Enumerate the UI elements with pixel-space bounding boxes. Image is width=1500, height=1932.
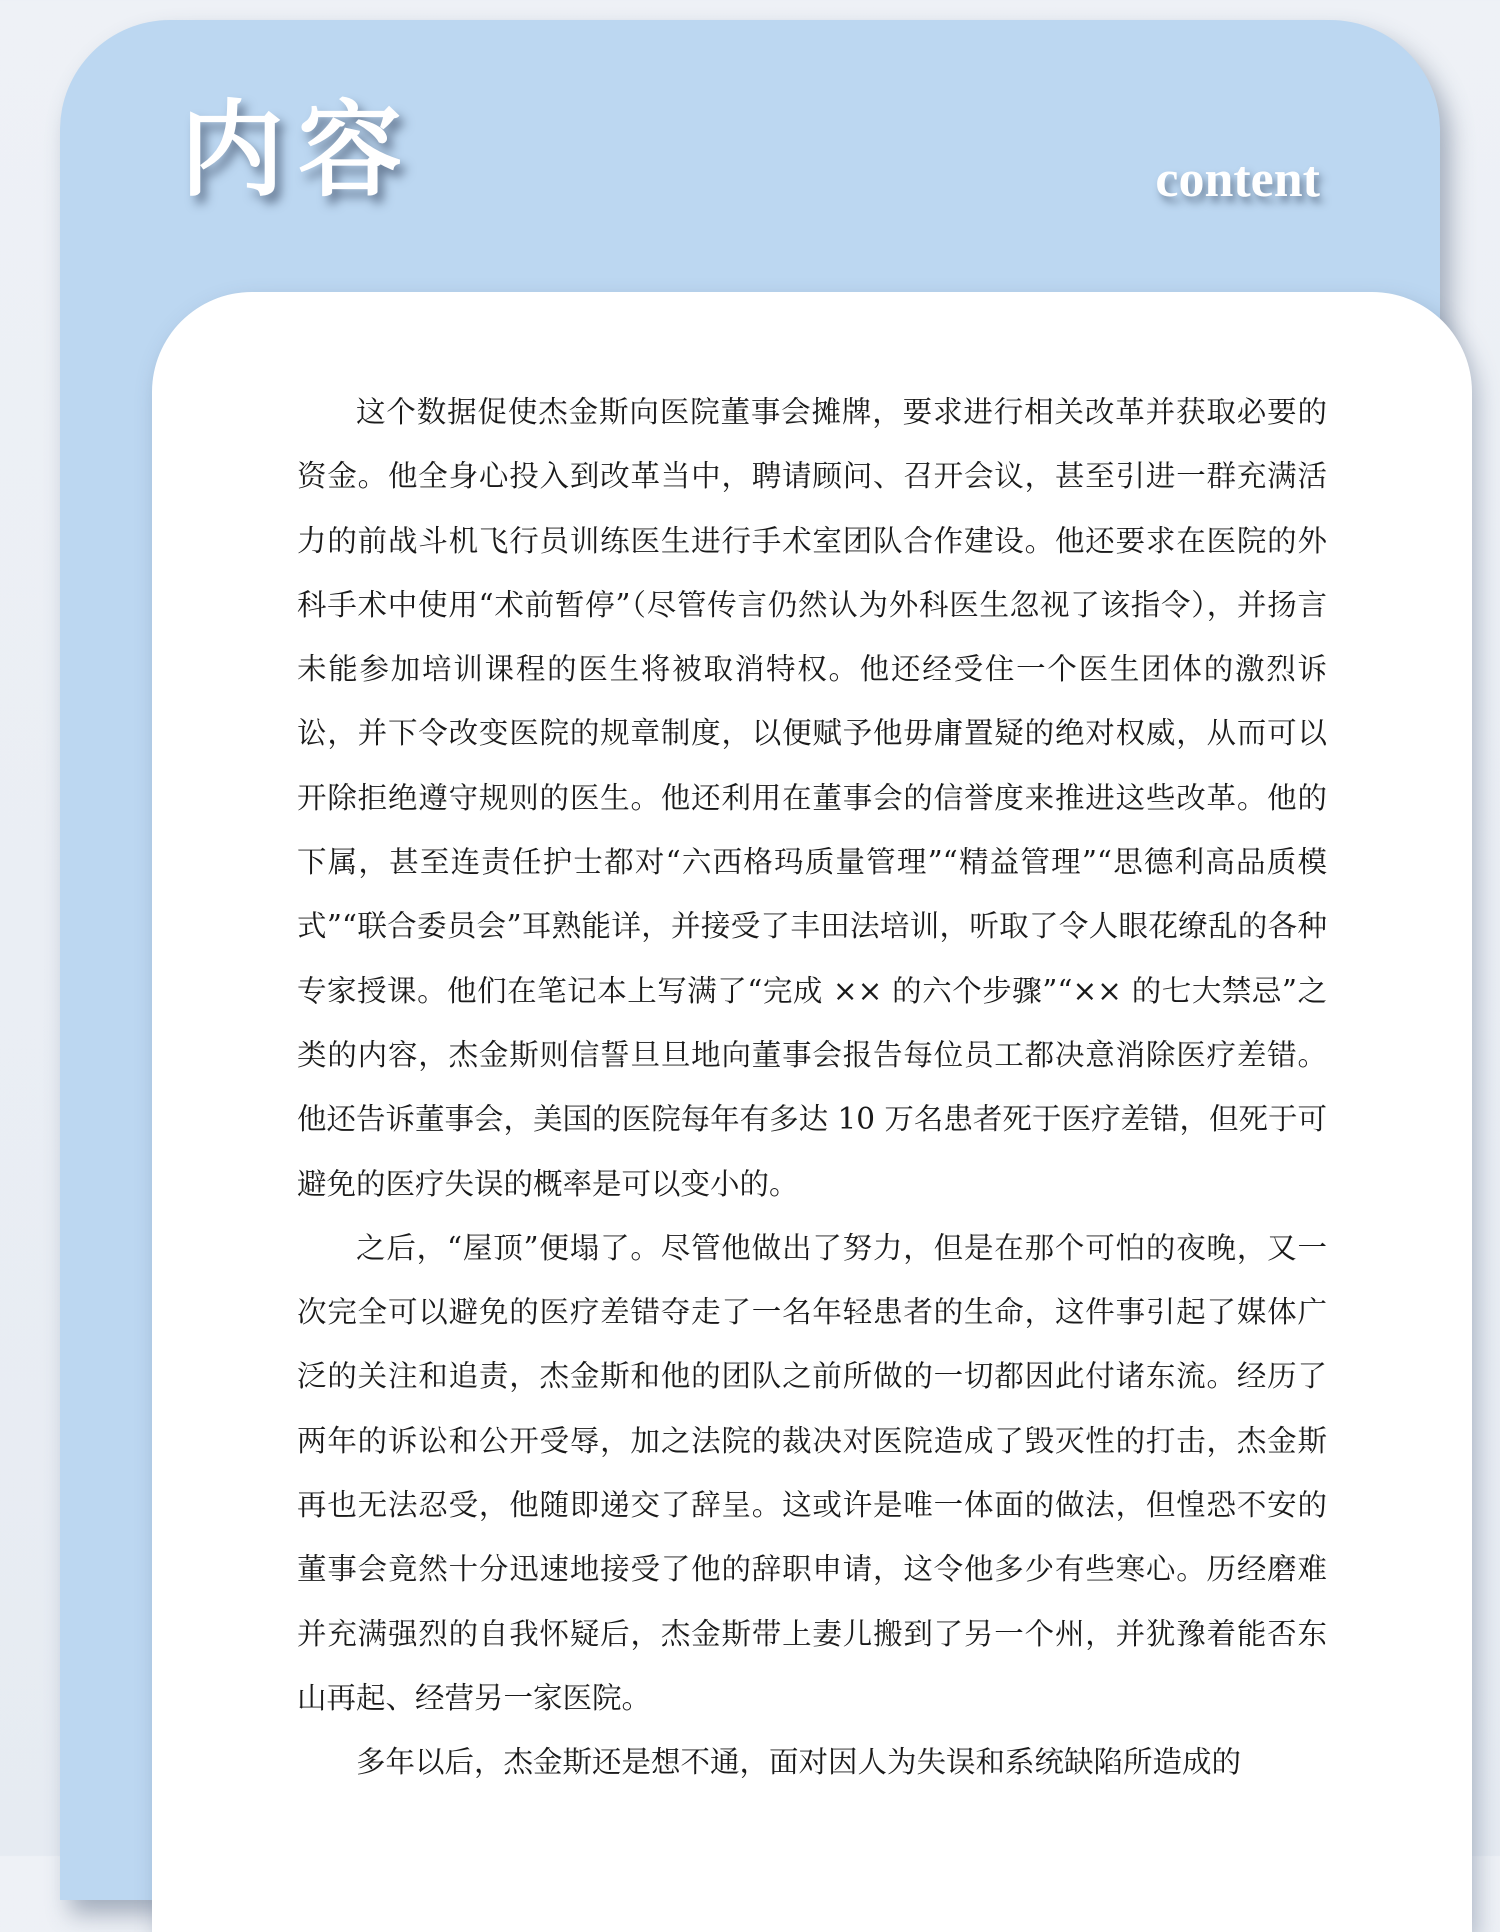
page-subtitle: content [1155,151,1320,208]
page-title: 内容 [180,88,417,211]
paragraph: 这个数据促使杰金斯向医院董事会摊牌，要求进行相关改革并获取必要的资金。他全身心投入到改革当中，聘请顾问、召开会议，甚至引进一群充满活力的前战斗机飞行员训练医生进行手术室团队合作建设。他还要求在医院的外科手术中使用“术前暂停”（尽管传言仍然认为外科医生忽视了该指令），并扬言未能参加培训课程的医生将被取消特权。他还经受住一个医生团体的激烈诉讼，并下令改变医院的规章制度，以便赋予他毋庸置疑的绝对权威，从而可以开除拒绝遵守规则的医生。他还利用在董事会的信誉度来推进这些改革。他的下属，甚至连责任护士都对“六西格玛质量管理”“精益管理”“思德利高品质模式”“联合委员会”耳熟能详，并接受了丰田法培训，听取了令人眼花缭乱的各种专家授课。他们在笔记本上写满了“完成 ×× 的六个步骤”“×× 的七大禁忌”之类的内容，杰金斯则信誓旦旦地向董事会报告每位员工都决意消除医疗差错。他还告诉董事会，美国的医院每年有多达 10 万名患者死于医疗差错，但死于可避免的医疗失误的概率是可以变小的。 [297,395,1327,1201]
paragraph: 之后，“屋顶”便塌了。尽管他做出了努力，但是在那个可怕的夜晚，又一次完全可以避免的医疗差错夺走了一名年轻患者的生命，这件事引起了媒体广泛的关注和追责，杰金斯和他的团队之前所做的一切都因此付诸东流。经历了两年的诉讼和公开受辱，加之法院的裁决对医院造成了毁灭性的打击，杰金斯再也无法忍受，他随即递交了辞呈。这或许是唯一体面的做法，但惶恐不安的董事会竟然十分迅速地接受了他的辞职申请，这令他多少有些寒心。历经磨难并充满强烈的自我怀疑后，杰金斯带上妻儿搬到了另一个州，并犹豫着能否东山再起、经营另一家医院。 [297,1230,1327,1715]
header-card [60,20,1440,1900]
paragraph: 多年以后，杰金斯还是想不通，面对因人为失误和系统缺陷所造成的 [356,1745,1242,1780]
article-body [297,380,1327,1795]
content-card [152,292,1472,1932]
